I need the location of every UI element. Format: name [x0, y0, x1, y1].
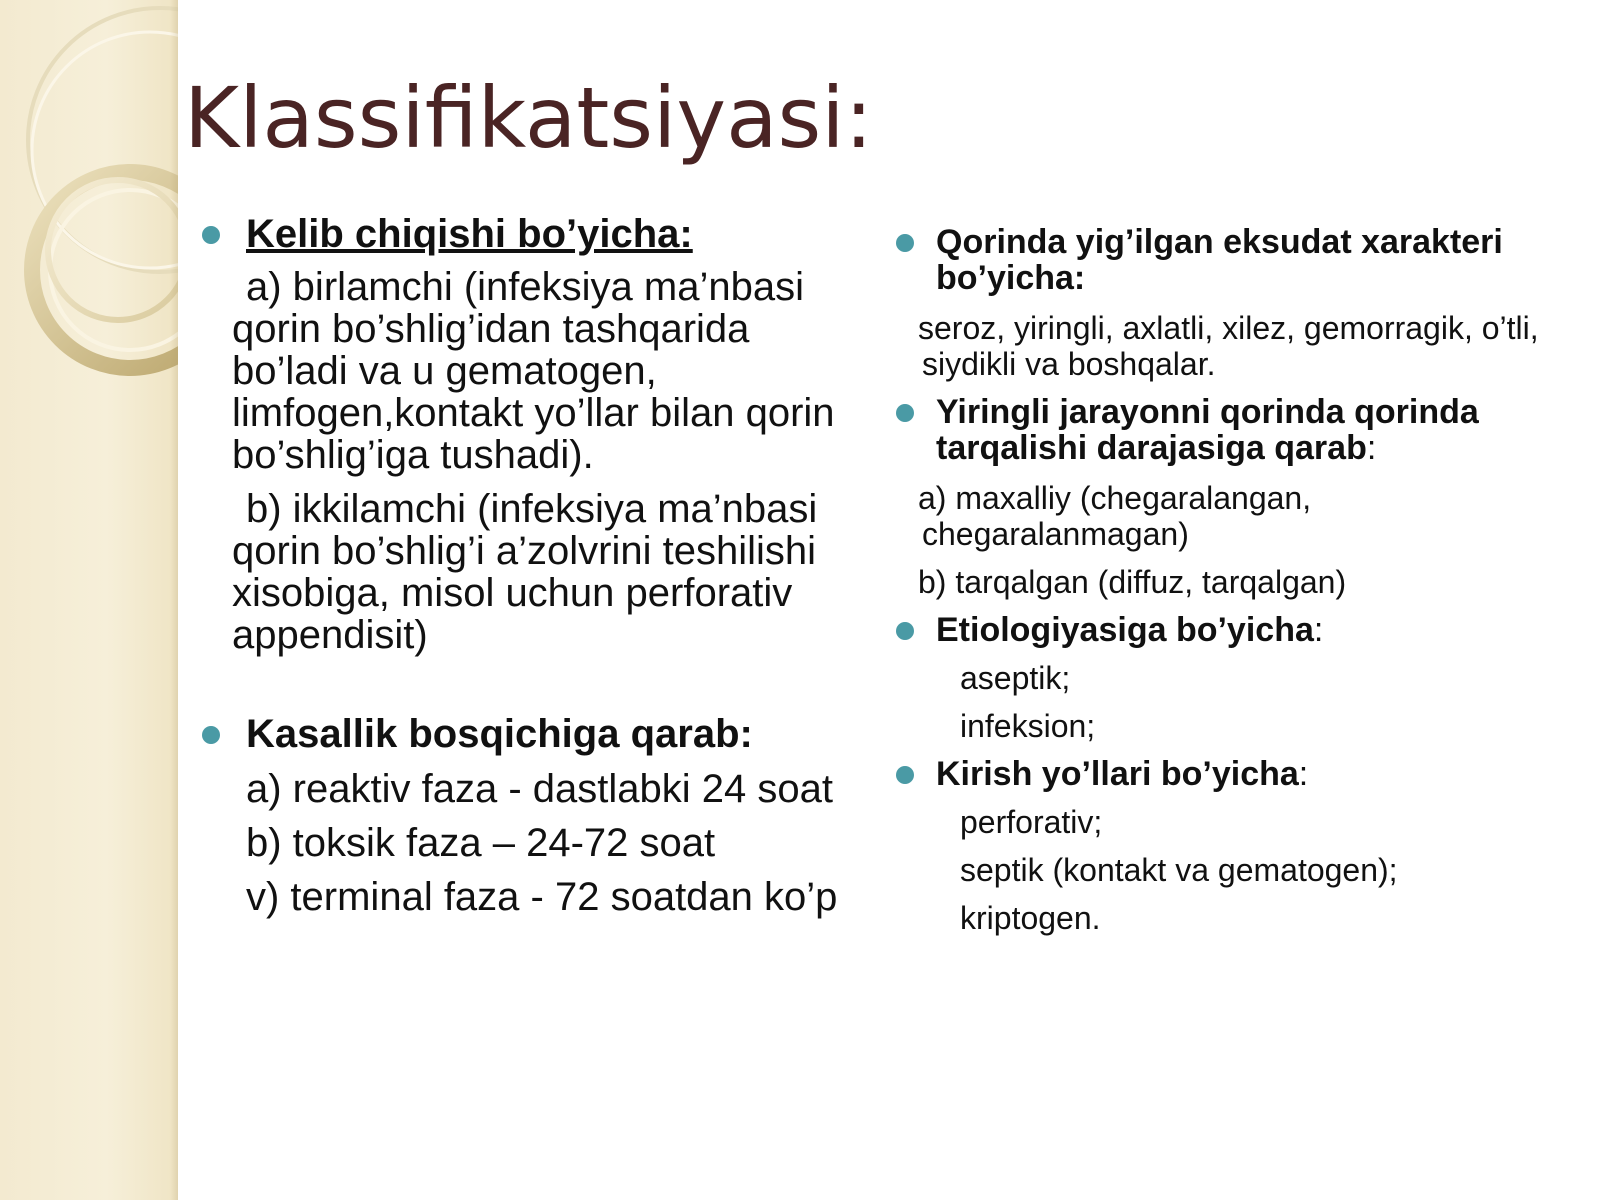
bullet-dot-icon	[202, 726, 220, 744]
origin-item-a: a) birlamchi (infeksiya ma’nbasi qorin bo’shlig’idan tashqarida bo’ladi va u gematogen, limfogen,kontakt yo’llar bilan qorin bo’shlig’iga tushadi).	[232, 265, 835, 477]
band-edge-shade	[170, 0, 178, 1200]
origin-body	[232, 266, 840, 656]
bullet-routes	[890, 756, 1580, 792]
bullet-stage	[200, 712, 840, 756]
routes-colon: :	[1298, 755, 1309, 793]
spread-item-b: b) tarqalgan (diffuz, tarqalgan)	[918, 564, 1347, 600]
spread-heading: Yiringli jarayonni qorinda qorinda tarqalishi darajasiga qarab	[936, 393, 1479, 467]
stage-item-v: v) terminal faza - 72 soatdan ko’p	[246, 875, 838, 919]
bullet-etiology	[890, 612, 1580, 648]
bullet-spread	[890, 394, 1580, 466]
decorative-side-band	[0, 0, 178, 1200]
stage-heading: Kasallik bosqichiga qarab:	[246, 712, 753, 756]
spread-colon: :	[1366, 429, 1377, 467]
right-column	[890, 224, 1580, 948]
etiology-item-infectious: infeksion;	[960, 708, 1096, 744]
origin-heading: Kelib chiqishi bo’yicha:	[246, 212, 693, 256]
left-column	[200, 212, 840, 930]
routes-item-perforative: perforativ;	[960, 804, 1103, 840]
bullet-dot-icon	[896, 622, 914, 640]
exudate-heading: Qorinda yig’ilgan eksudat xarakteri bo’yicha:	[936, 223, 1503, 297]
stage-item-b: b) toksik faza – 24-72 soat	[246, 821, 716, 865]
exudate-item: seroz, yiringli, axlatli, xilez, gemorragik, o’tli, siydikli va boshqalar.	[918, 310, 1539, 382]
bullet-dot-icon	[896, 404, 914, 422]
etiology-colon: :	[1313, 611, 1324, 649]
etiology-item-aseptic: aseptik;	[960, 660, 1071, 696]
exudate-body	[918, 310, 1580, 382]
bullet-origin	[200, 212, 840, 256]
origin-item-b: b) ikkilamchi (infeksiya ma’nbasi qorin bo’shlig’i a’zolvrini teshilishi xisobiga, misol uchun perforativ appendisit)	[232, 487, 818, 657]
bullet-dot-icon	[896, 234, 914, 252]
routes-item-septic: septik (kontakt va gematogen);	[960, 852, 1398, 888]
etiology-body	[922, 660, 1580, 744]
spread-item-a: a) maxalliy (chegaralangan, chegaralanmagan)	[918, 480, 1312, 552]
routes-body	[922, 804, 1580, 936]
bullet-dot-icon	[896, 766, 914, 784]
decorative-rings-graphic	[0, 0, 178, 420]
stage-item-a: a) reaktiv faza - dastlabki 24 soat	[246, 767, 833, 811]
routes-heading: Kirish yo’llari bo’yicha	[936, 755, 1299, 793]
bullet-dot-icon	[202, 226, 220, 244]
bullet-exudate	[890, 224, 1580, 296]
spread-body	[918, 480, 1580, 600]
slide-title: Klassifikatsiyasi:	[184, 69, 873, 167]
etiology-heading: Etiologiyasiga bo’yicha	[936, 611, 1314, 649]
stage-body	[232, 768, 840, 918]
routes-item-cryptogenic: kriptogen.	[960, 900, 1101, 936]
